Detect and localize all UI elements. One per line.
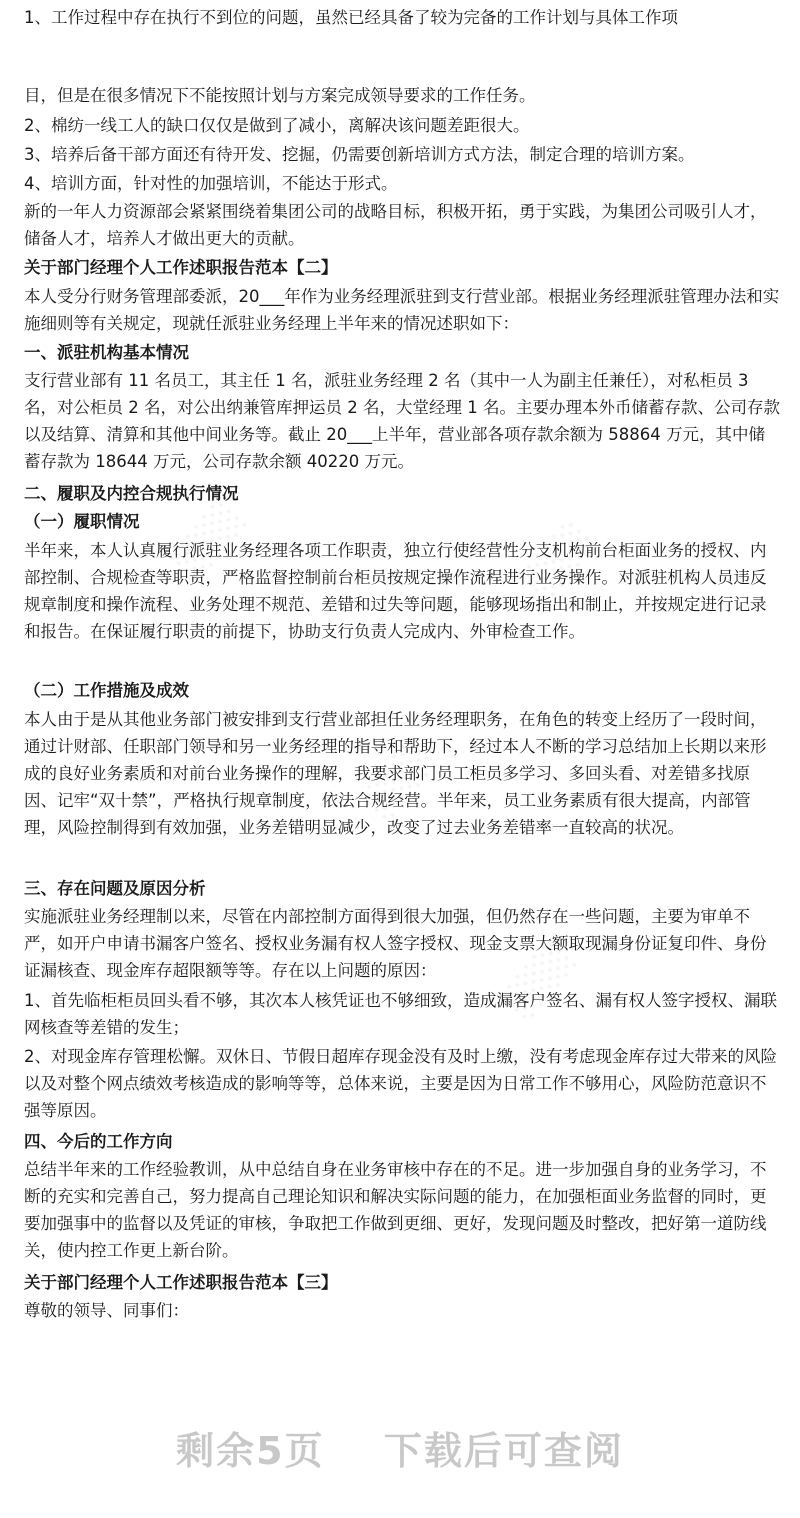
section-heading: （二）工作措施及成效 bbox=[24, 681, 189, 700]
paragraph: 1、工作过程中存在执行不到位的问题，虽然已经具备了较为完备的工作计划与具体工作项 bbox=[24, 8, 678, 27]
paragraph: 4、培训方面，针对性的加强培训，不能达于形式。 bbox=[24, 174, 398, 193]
watermark: ░░░ bbox=[168, 497, 250, 583]
paragraph: 实施派驻业务经理制以来，尽管在内部控制方面得到很大加强，但仍然存在一些问题，主要为审单不严，如开户申请书漏客户签名、授权业务漏有权人签字授权、现金支票大额取现漏身份证复印件、身份证漏核查、现金库存超限额等等。存在以上问题的原因： bbox=[24, 907, 767, 980]
paragraph: 3、培养后备干部方面还有待开发、挖掘，仍需要创新培训方式方法，制定合理的培训方案。 bbox=[24, 145, 695, 164]
paragraph: 半年来，本人认真履行派驻业务经理各项工作职责，独立行使经营性分支机构前台柜面业务的授权、内部控制、合规检查等职责，严格监督控制前台柜员按规定操作流程进行业务操作。对派驻机构人员违反规章制度和操作流程、业务处理不规范、差错和过失等问题，能够现场指出和制止，并按规定进行记录和报告。在保证履行职责的前提下，协助支行负责人完成内、外审检查工作。 bbox=[24, 541, 767, 641]
paragraph: 新的一年人力资源部会紧紧围绕着集团公司的战略目标，积极开拓，勇于实践，为集团公司吸引人才，储备人才，培养人才做出更大的贡献。 bbox=[24, 202, 767, 248]
paragraph: 2、对现金库存管理松懈。双休日、节假日超库存现金没有及时上缴，没有考虑现金库存过大带来的风险以及对整个网点绩效考核造成的影响等等，总体来说，主要是因为日常工作不够用心，风险防范意识不强等原因。 bbox=[24, 1047, 777, 1120]
section-heading: 关于部门经理个人工作述职报告范本【三】 bbox=[24, 1273, 338, 1292]
paragraph: 尊敬的领导、同事们： bbox=[24, 1301, 189, 1320]
paragraph: 目，但是在很多情况下不能按照计划与方案完成领导要求的工作任务。 bbox=[24, 86, 536, 105]
section-heading: 三、存在问题及原因分析 bbox=[24, 879, 206, 898]
remaining-pages-text: 剩余5页 bbox=[176, 1429, 325, 1473]
paragraph: 支行营业部有 11 名员工，其主任 1 名，派驻业务经理 2 名（其中一人为副主任兼任），对私柜员 3 名，对公柜员 2 名，对公出纳兼管库押运员 2 名，大堂经理 1 名。主要办理本外币储蓄存款、公司存款以及结算、清算和其他中间业务等。截止 20___上半年，营业部各项存款余额为 58864 万元，其中储蓄存款为 18644 万元，公司存款余额 40220 万元。 bbox=[24, 371, 780, 471]
paragraph: 本人由于是从其他业务部门被安排到支行营业部担任业务经理职务，在角色的转变上经历了一段时间，通过计财部、任职部门领导和另一业务经理的指导和帮助下，经过本人不断的学习总结加上长期以来形成的良好业务素质和对前台业务操作的理解，我要求部门员工柜员多学习、多回头看、对差错多找原因、记牢“双十禁”，严格执行规章制度，依法合规经营。半年来，员工业务素质有很大提高，内部管理，风险控制得到有效加强，业务差错明显减少，改变了过去业务差错率一直较高的状况。 bbox=[24, 710, 767, 837]
download-to-view-text: 下载后可查阅 bbox=[383, 1429, 624, 1473]
download-prompt[interactable] bbox=[0, 1420, 800, 1475]
watermark: ░░░ bbox=[358, 737, 440, 823]
paragraph: 本人受分行财务管理部委派，20___年作为业务经理派驻到支行营业部。根据业务经理派驻管理办法和实施细则等有关规定，现就任派驻业务经理上半年来的情况述职如下： bbox=[24, 287, 780, 333]
watermark: ░░░ bbox=[518, 517, 600, 603]
paragraph: 总结半年来的工作经验教训，从中总结自身在业务审核中存在的不足。进一步加强自身的业务学习，不断的充实和完善自己，努力提高自己理论知识和解决实际问题的能力，在加强柜面业务监督的同时，更要加强事中的监督以及凭证的审核，争取把工作做到更细、更好，发现问题及时整改，把好第一道防线关，使内控工作更上新台阶。 bbox=[24, 1160, 767, 1260]
section-heading: （一）履职情况 bbox=[24, 512, 140, 531]
section-heading: 关于部门经理个人工作述职报告范本【二】 bbox=[24, 258, 338, 277]
paragraph: 2、棉纺一线工人的缺口仅仅是做到了减小，离解决该问题差距很大。 bbox=[24, 116, 530, 135]
watermark: ░░░ bbox=[498, 937, 580, 1023]
section-heading: 二、履职及内控合规执行情况 bbox=[24, 484, 239, 503]
paragraph: 1、首先临柜柜员回头看不够，其次本人核凭证也不够细致，造成漏客户签名、漏有权人签字授权、漏联网核查等差错的发生； bbox=[24, 991, 777, 1037]
section-heading: 一、派驻机构基本情况 bbox=[24, 343, 189, 362]
section-heading: 四、今后的工作方向 bbox=[24, 1132, 173, 1151]
